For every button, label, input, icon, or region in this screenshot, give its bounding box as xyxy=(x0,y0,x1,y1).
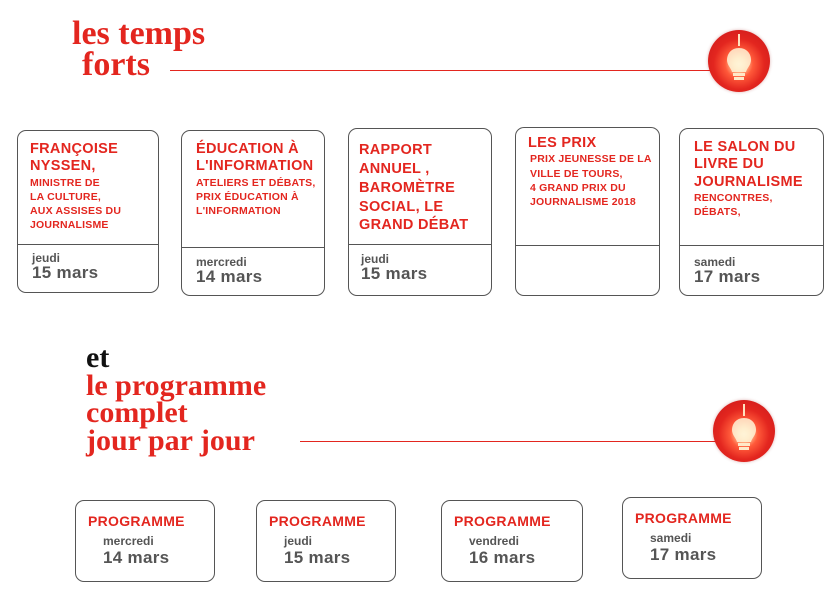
section-heading-programme xyxy=(86,341,267,457)
event-date: 15 mars xyxy=(361,264,428,283)
programme-label: PROGRAMME xyxy=(88,513,185,529)
event-subtitle-line: VILLE DE TOURS, xyxy=(530,167,623,180)
event-card xyxy=(181,130,325,296)
event-subtitle-line: RENCONTRES, xyxy=(694,192,773,205)
card-divider xyxy=(680,245,823,246)
programme-card-vendredi[interactable] xyxy=(441,500,583,582)
event-day: mercredi xyxy=(196,255,247,269)
event-subtitle-line: PRIX JEUNESSE DE LA xyxy=(530,153,652,166)
programme-day: vendredi xyxy=(469,534,520,548)
card-divider xyxy=(516,245,659,246)
event-subtitle-line: DÉBATS, xyxy=(694,206,741,219)
programme-label: PROGRAMME xyxy=(635,510,732,526)
event-card xyxy=(348,128,492,296)
programme-date: 14 mars xyxy=(103,548,170,567)
lightbulb-icon xyxy=(708,30,770,92)
event-title: ÉDUCATION À L'INFORMATION xyxy=(196,141,314,175)
programme-day: samedi xyxy=(650,531,692,545)
event-title: LES PRIX xyxy=(528,135,597,151)
heading-line: complet xyxy=(86,396,188,430)
card-divider xyxy=(18,244,158,245)
heading-rule xyxy=(300,441,720,442)
event-card xyxy=(17,130,159,293)
heading-line: le programme xyxy=(86,368,267,402)
programme-label: PROGRAMME xyxy=(269,513,366,529)
programme-date: 17 mars xyxy=(650,545,717,564)
event-date: 17 mars xyxy=(694,267,761,286)
event-card xyxy=(515,127,660,296)
heading-line: forts xyxy=(82,46,150,84)
event-day: jeudi xyxy=(32,251,61,265)
card-divider xyxy=(349,244,491,245)
event-day: jeudi xyxy=(361,252,390,266)
programme-date: 16 mars xyxy=(469,548,536,567)
heading-line: et xyxy=(86,341,110,374)
event-subtitle-line: JOURNALISME 2018 xyxy=(530,195,636,208)
event-title: FRANÇOISE NYSSEN, xyxy=(30,141,119,175)
programme-day: mercredi xyxy=(103,534,154,548)
event-date: 14 mars xyxy=(196,267,263,286)
programme-card-mercredi[interactable] xyxy=(75,500,215,582)
heading-line: jour par jour xyxy=(86,423,255,457)
event-subtitle-line: MINISTRE DE xyxy=(30,176,100,189)
event-card xyxy=(679,128,824,296)
card-divider xyxy=(182,247,324,248)
programme-date: 15 mars xyxy=(284,548,351,567)
event-title: RAPPORT ANNUEL , BAROMÈTRE SOCIAL, LE GRAND DÉBAT xyxy=(359,142,469,234)
event-title: LE SALON DU LIVRE DU JOURNALISME xyxy=(694,139,803,190)
programme-card-jeudi[interactable] xyxy=(256,500,396,582)
lightbulb-icon xyxy=(713,400,775,462)
programme-card-samedi[interactable] xyxy=(622,497,762,579)
event-subtitle-line: ATELIERS ET DÉBATS, xyxy=(196,176,316,189)
event-date: 15 mars xyxy=(32,263,99,282)
event-subtitle-line: L'INFORMATION xyxy=(196,205,281,218)
event-subtitle-line: PRIX ÉDUCATION À xyxy=(196,190,299,203)
event-subtitle-line: 4 GRAND PRIX DU xyxy=(530,181,626,194)
event-subtitle-line: LA CULTURE, xyxy=(30,190,102,203)
event-subtitle-line: JOURNALISME xyxy=(30,219,109,232)
section-heading-temps-forts xyxy=(72,15,206,84)
programme-label: PROGRAMME xyxy=(454,513,551,529)
programme-day: jeudi xyxy=(284,534,313,548)
heading-line: les temps xyxy=(72,15,206,52)
event-day: samedi xyxy=(694,255,736,269)
heading-rule xyxy=(170,70,720,71)
event-subtitle-line: AUX ASSISES DU xyxy=(30,205,122,218)
